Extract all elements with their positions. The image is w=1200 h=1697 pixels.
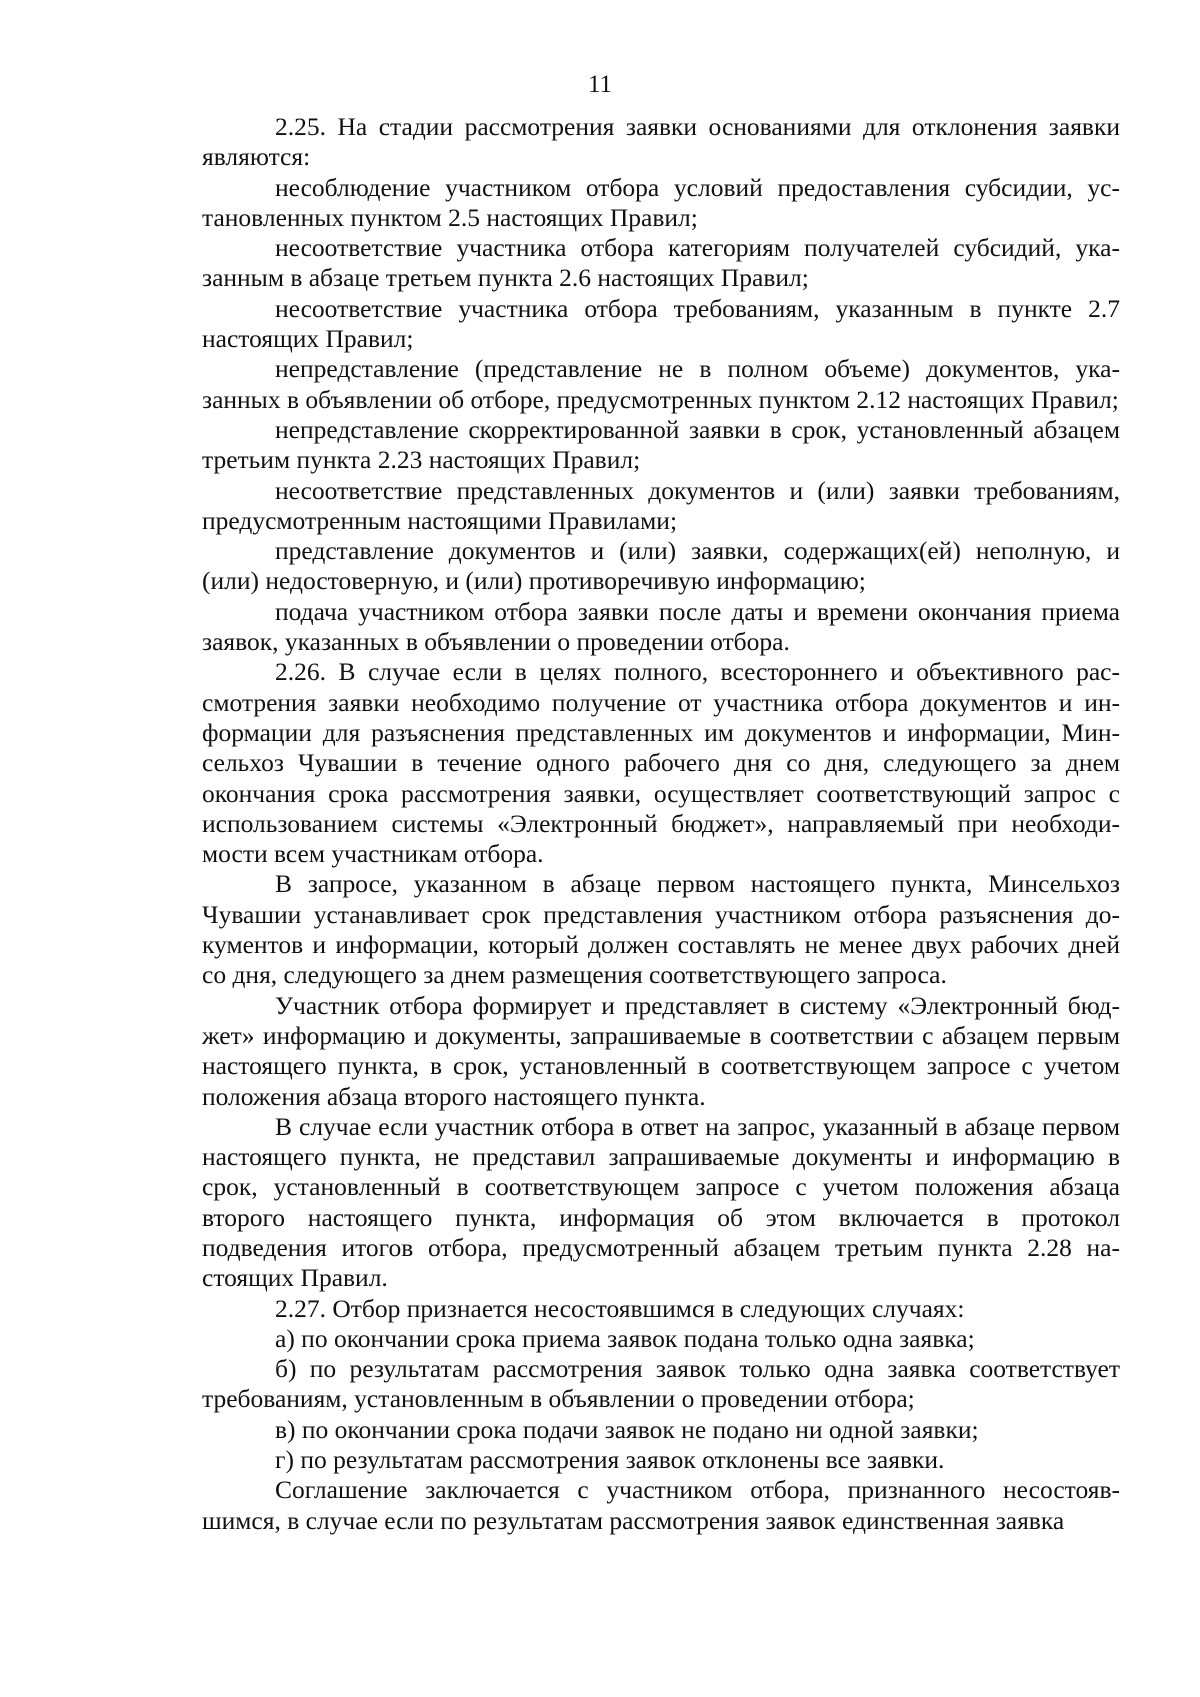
- list-item-late-submission: подача участником отбора заявки после даты и времени окончания приема заявок, указанных в объявлении о проведении отбора.: [202, 596, 1120, 657]
- paragraph-participant-response: Участник отбора формирует и представляет в систему «Электронный бюджет» информацию и документы, запрашиваемые в соответствии с абзацем первым настоящего пункта, в срок, установленный в соответствующем запросе с учетом положения абзаца второго настоящего пункта.: [202, 990, 1120, 1111]
- list-item-b: б) по результатам рассмотрения заявок только одна заявка соответствует требованиям, установленным в объявлении о проведении отбора;: [202, 1354, 1120, 1414]
- paragraph-request-deadline: В запросе, указанном в абзаце первом настоящего пункта, Минсельхоз Чувашии устанавливает срок представления участником отбора разъяснения документов и информации, который должен составлять не менее двух рабочих дней со дня, следующего за днем размещения соответствующего запроса.: [202, 869, 1120, 990]
- list-item-corrected-application: непредставление скорректированной заявки в срок, установленный абзацем третьим пункта 2.23 настоящих Правил;: [202, 414, 1120, 475]
- paragraph-2-27: 2.27. Отбор признается несостоявшимся в следующих случаях:: [275, 1293, 965, 1323]
- list-item-documents: непредставление (представление не в полном объеме) документов, указанных в объявлении об отборе, предусмотренных пунктом 2.12 настоящих Правил;: [202, 354, 1120, 414]
- page-number: 11: [587, 71, 613, 98]
- list-item-a: а) по окончании срока приема заявок подана только одна заявка;: [275, 1323, 975, 1353]
- list-item-categories: несоответствие участника отбора категориям получателей субсидий, указанным в абзаце третьем пункта 2.6 настоящих Правил;: [202, 233, 1120, 293]
- list-item-false-information: представление документов и (или) заявки, содержащих(ей) неполную, и (или) недостоверную, и (или) противоречивую информацию;: [202, 536, 1120, 596]
- list-item-nonconformity: несоответствие представленных документов и (или) заявки требованиям, предусмотренным настоящими Правилами;: [202, 475, 1120, 535]
- list-item-v: в) по окончании срока подачи заявок не подано ни одной заявки;: [275, 1414, 979, 1444]
- paragraph-agreement: Соглашение заключается с участником отбора, признанного несостоявшимся, в случае если по результатам рассмотрения заявок единственная заявка: [202, 1475, 1120, 1535]
- list-item-conditions: несоблюдение участником отбора условий предоставления субсидии, установленных пунктом 2.5 настоящих Правил;: [202, 172, 1120, 232]
- list-item-requirements: несоответствие участника отбора требованиям, указанным в пункте 2.7 настоящих Правил;: [202, 293, 1120, 354]
- paragraph-2-26: 2.26. В случае если в целях полного, всестороннего и объективного рассмотрения заявки необходимо получение от участника отбора документов и информации для разъяснения представленных им документов и информации, Минсельхоз Чувашии в течение одного рабочего дня со дня, следующего за днем окончания срока рассмотрения заявки, осуществляет соответствующий запрос с использованием системы «Электронный бюджет», направляемый при необходимости всем участникам отбора.: [202, 657, 1120, 869]
- paragraph-no-response: В случае если участник отбора в ответ на запрос, указанный в абзаце первом настоящего пункта, не представил запрашиваемые документы и информацию в срок, установленный в соответствующем запросе с учетом положения абзаца второго настоящего пункта, информация об этом включается в протокол подведения итогов отбора, предусмотренный абзацем третьим пункта 2.28 настоящих Правил.: [202, 1111, 1120, 1293]
- paragraph-2-25: 2.25. На стадии рассмотрения заявки основаниями для отклонения заявки являются:: [202, 112, 1120, 172]
- document-body: [202, 112, 1120, 1536]
- list-item-g: г) по результатам рассмотрения заявок отклонены все заявки.: [275, 1445, 945, 1475]
